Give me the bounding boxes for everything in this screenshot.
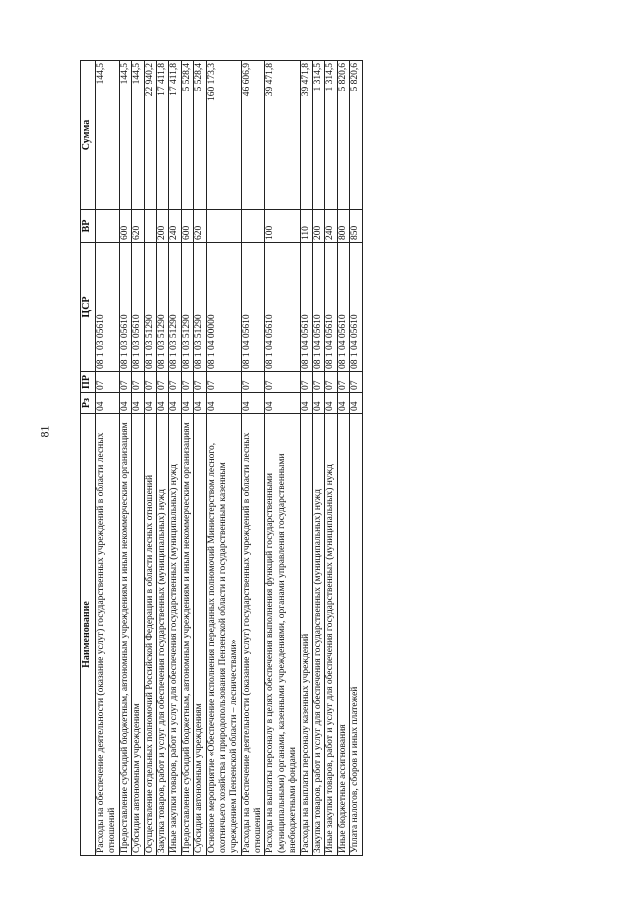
table-row bbox=[350, 61, 362, 856]
cell-vr: 620 bbox=[132, 210, 144, 243]
header-sum: Сумма bbox=[81, 61, 96, 210]
cell-vr bbox=[206, 210, 241, 243]
cell-sum: 46 606,9 bbox=[241, 61, 265, 210]
cell-vr: 800 bbox=[337, 210, 349, 243]
cell-sum: 17 411,8 bbox=[156, 61, 168, 210]
cell-sum: 5 820,6 bbox=[337, 61, 349, 210]
table-row bbox=[265, 61, 300, 856]
cell-vr: 200 bbox=[156, 210, 168, 243]
cell-csr: 08 1 03 05610 bbox=[96, 243, 120, 372]
cell-rz: 04 bbox=[181, 393, 193, 414]
cell-sum: 144,5 bbox=[96, 61, 120, 210]
cell-rz: 04 bbox=[144, 393, 156, 414]
cell-csr: 08 1 03 05610 bbox=[119, 243, 131, 372]
cell-csr: 08 1 03 05610 bbox=[132, 243, 144, 372]
cell-vr bbox=[241, 210, 265, 243]
cell-vr bbox=[96, 210, 120, 243]
cell-rz: 04 bbox=[350, 393, 362, 414]
cell-pr: 07 bbox=[325, 372, 337, 393]
cell-name: Закупка товаров, работ и услуг для обеспечения государственных (муниципальных) нужд bbox=[156, 414, 168, 856]
cell-name: Уплата налогов, сборов и иных платежей bbox=[350, 414, 362, 856]
cell-name: Иные закупки товаров, работ и услуг для обеспечения государственных (муниципальных) нужд bbox=[169, 414, 181, 856]
cell-rz: 04 bbox=[169, 393, 181, 414]
cell-vr: 240 bbox=[169, 210, 181, 243]
cell-sum: 22 940,2 bbox=[144, 61, 156, 210]
page-number: 81 bbox=[37, 425, 52, 438]
header-csr: ЦСР bbox=[81, 243, 96, 372]
cell-csr: 08 1 04 00000 bbox=[206, 243, 241, 372]
cell-rz: 04 bbox=[194, 393, 206, 414]
cell-pr: 07 bbox=[132, 372, 144, 393]
budget-table bbox=[80, 60, 363, 856]
cell-name: Расходы на обеспечение деятельности (оказание услуг) государственных учреждений в области лесных отношений bbox=[241, 414, 265, 856]
table-row bbox=[119, 61, 131, 856]
cell-name: Осуществление отдельных полномочий Российской Федерации в области лесных отношений bbox=[144, 414, 156, 856]
table-row bbox=[241, 61, 265, 856]
cell-pr: 07 bbox=[206, 372, 241, 393]
cell-sum: 160 173,3 bbox=[206, 61, 241, 210]
header-pr: ПР bbox=[81, 372, 96, 393]
cell-vr: 240 bbox=[325, 210, 337, 243]
table-row bbox=[194, 61, 206, 856]
cell-rz: 04 bbox=[265, 393, 300, 414]
table-row bbox=[156, 61, 168, 856]
header-name: Наименование bbox=[81, 414, 96, 856]
cell-rz: 04 bbox=[241, 393, 265, 414]
cell-name: Основное мероприятие «Обеспечение исполнения переданных полномочий Министерством лесного, охотничьего хозяйства и природопользования Пензенской области и государственным казенным учреждением Пензенской области – лесничествами» bbox=[206, 414, 241, 856]
cell-csr: 08 1 04 05610 bbox=[313, 243, 325, 372]
cell-rz: 04 bbox=[337, 393, 349, 414]
cell-sum: 1 314,5 bbox=[313, 61, 325, 210]
cell-name: Субсидии автономным учреждениям bbox=[194, 414, 206, 856]
cell-sum: 5 528,4 bbox=[194, 61, 206, 210]
cell-rz: 04 bbox=[96, 393, 120, 414]
cell-sum: 5 528,4 bbox=[181, 61, 193, 210]
cell-name: Субсидии автономным учреждениям bbox=[132, 414, 144, 856]
table-row bbox=[325, 61, 337, 856]
header-rz: Рз bbox=[81, 393, 96, 414]
cell-name: Иные закупки товаров, работ и услуг для обеспечения государственных (муниципальных) нужд bbox=[325, 414, 337, 856]
cell-name: Расходы на выплаты персоналу казенных учреждений bbox=[300, 414, 312, 856]
cell-pr: 07 bbox=[156, 372, 168, 393]
table-header-row bbox=[81, 61, 96, 856]
table-row bbox=[144, 61, 156, 856]
cell-sum: 39 471,8 bbox=[265, 61, 300, 210]
cell-sum: 1 314,5 bbox=[325, 61, 337, 210]
table-row bbox=[169, 61, 181, 856]
table-row bbox=[313, 61, 325, 856]
cell-rz: 04 bbox=[132, 393, 144, 414]
cell-name: Расходы на выплаты персоналу в целях обеспечения выполнения функций государственными (муниципальными) органами, казенными учреждениями, органами управления государственными внебюджетными фондами bbox=[265, 414, 300, 856]
table-row bbox=[96, 61, 120, 856]
cell-name: Иные бюджетные ассигнования bbox=[337, 414, 349, 856]
cell-pr: 07 bbox=[313, 372, 325, 393]
cell-pr: 07 bbox=[96, 372, 120, 393]
cell-csr: 08 1 03 51290 bbox=[194, 243, 206, 372]
cell-pr: 07 bbox=[119, 372, 131, 393]
cell-sum: 144,5 bbox=[132, 61, 144, 210]
cell-sum: 17 411,8 bbox=[169, 61, 181, 210]
cell-pr: 07 bbox=[169, 372, 181, 393]
cell-vr bbox=[144, 210, 156, 243]
table-body bbox=[96, 61, 363, 856]
table-row bbox=[206, 61, 241, 856]
cell-pr: 07 bbox=[241, 372, 265, 393]
cell-vr: 620 bbox=[194, 210, 206, 243]
cell-vr: 200 bbox=[313, 210, 325, 243]
cell-pr: 07 bbox=[181, 372, 193, 393]
cell-rz: 04 bbox=[119, 393, 131, 414]
rotated-table-container bbox=[80, 61, 363, 856]
cell-sum: 144,5 bbox=[119, 61, 131, 210]
cell-vr: 850 bbox=[350, 210, 362, 243]
cell-vr: 600 bbox=[119, 210, 131, 243]
cell-vr: 600 bbox=[181, 210, 193, 243]
cell-name: Закупка товаров, работ и услуг для обеспечения государственных (муниципальных) нужд bbox=[313, 414, 325, 856]
cell-pr: 07 bbox=[350, 372, 362, 393]
cell-rz: 04 bbox=[206, 393, 241, 414]
cell-sum: 5 820,6 bbox=[350, 61, 362, 210]
cell-rz: 04 bbox=[313, 393, 325, 414]
cell-rz: 04 bbox=[300, 393, 312, 414]
cell-vr: 100 bbox=[265, 210, 300, 243]
cell-pr: 07 bbox=[194, 372, 206, 393]
table-row bbox=[300, 61, 312, 856]
cell-pr: 07 bbox=[337, 372, 349, 393]
cell-csr: 08 1 04 05610 bbox=[241, 243, 265, 372]
cell-csr: 08 1 04 05610 bbox=[350, 243, 362, 372]
cell-name: Предоставление субсидий бюджетным, автономным учреждениям и иным некоммерческим организациям bbox=[181, 414, 193, 856]
table-row bbox=[337, 61, 349, 856]
cell-name: Расходы на обеспечение деятельности (оказание услуг) государственных учреждений в области лесных отношений bbox=[96, 414, 120, 856]
cell-vr: 110 bbox=[300, 210, 312, 243]
cell-csr: 08 1 03 51290 bbox=[181, 243, 193, 372]
cell-csr: 08 1 04 05610 bbox=[300, 243, 312, 372]
table-row bbox=[132, 61, 144, 856]
cell-pr: 07 bbox=[300, 372, 312, 393]
header-vr: ВР bbox=[81, 210, 96, 243]
cell-pr: 07 bbox=[265, 372, 300, 393]
cell-rz: 04 bbox=[325, 393, 337, 414]
cell-csr: 08 1 04 05610 bbox=[325, 243, 337, 372]
cell-rz: 04 bbox=[156, 393, 168, 414]
cell-csr: 08 1 04 05610 bbox=[337, 243, 349, 372]
cell-pr: 07 bbox=[144, 372, 156, 393]
cell-name: Предоставление субсидий бюджетным, автономным учреждениям и иным некоммерческим организациям bbox=[119, 414, 131, 856]
cell-csr: 08 1 03 51290 bbox=[144, 243, 156, 372]
cell-csr: 08 1 03 51290 bbox=[169, 243, 181, 372]
cell-csr: 08 1 04 05610 bbox=[265, 243, 300, 372]
table-row bbox=[181, 61, 193, 856]
cell-sum: 39 471,8 bbox=[300, 61, 312, 210]
cell-csr: 08 1 03 51290 bbox=[156, 243, 168, 372]
